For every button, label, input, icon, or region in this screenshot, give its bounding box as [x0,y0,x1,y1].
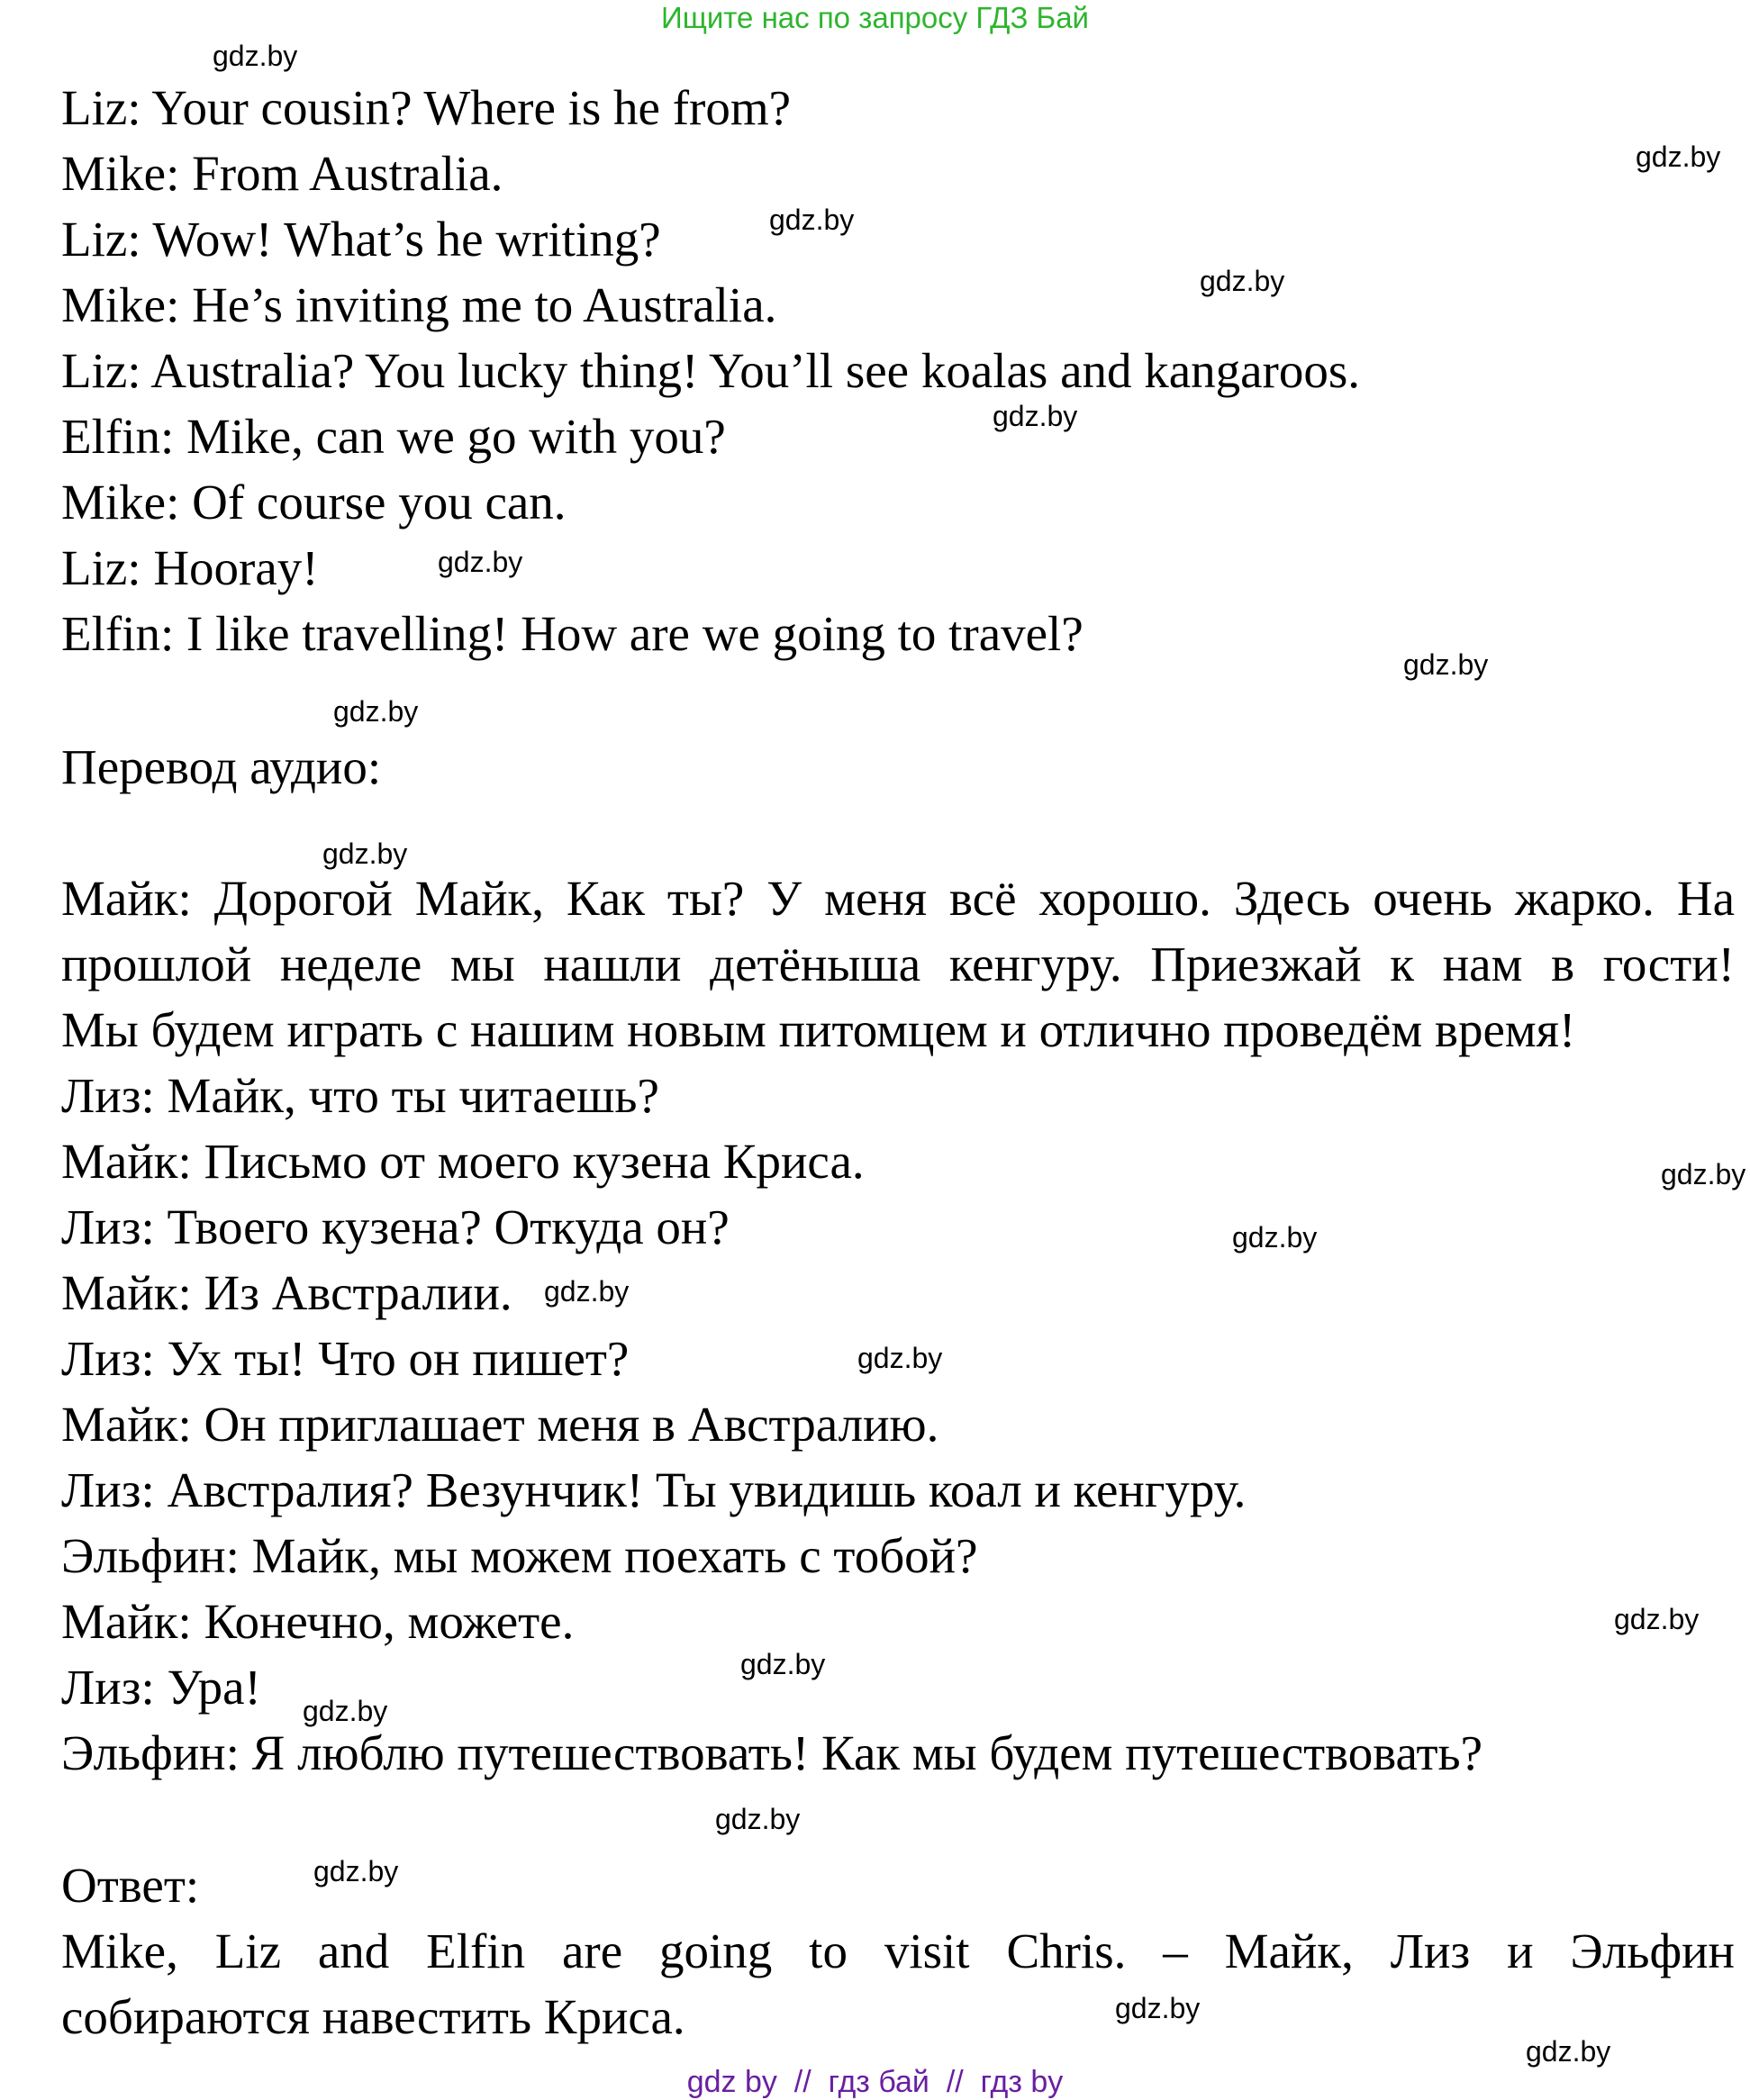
watermark: gdz.by [740,1648,826,1680]
translation-paragraph-line [61,937,1735,991]
translation-paragraph-line: Мы будем играть с нашим новым питомцем и отлично проведём время! [61,1002,1576,1057]
top-banner: Ищите нас по запросу ГДЗ Бай [661,1,1089,34]
answer-heading: Ответ: [61,1858,200,1913]
watermark: gdz.by [213,40,298,72]
watermark: gdz.by [544,1275,630,1308]
dialogue-ru-line: Лиз: Твоего кузена? Откуда он? [61,1199,730,1254]
dialogue-line: Liz: Wow! What’s he writing? [61,212,661,267]
answer-line: собираются навестить Криса. [61,1989,685,2044]
dialogue-ru-line: Майк: Письмо от моего кузена Криса. [61,1134,865,1189]
dialogue-ru-line: Лиз: Австралия? Везунчик! Ты увидишь коал и кенгуру. [61,1462,1247,1517]
dialogue-ru-line: Лиз: Ура! [61,1660,261,1715]
watermark: gdz.by [769,204,855,236]
dialogue-line: Mike: From Australia. [61,146,503,201]
watermark: gdz.by [1614,1603,1700,1635]
answer-text: Mike, Liz and Elfin are going to visit Chris. – Майк, Лиз и Эльфин [61,1923,1735,1978]
translation-paragraph-line [61,872,1735,926]
watermark: gdz.by [1403,648,1489,681]
translation-paragraph-text: Майк: Дорогой Майк, Как ты? У меня всё хорошо. Здесь очень жарко. На [61,871,1735,926]
dialogue-line: Elfin: I like travelling! How are we going to travel? [61,606,1084,661]
dialogue-line: Elfin: Mike, can we go with you? [61,409,726,464]
dialogue-line: Liz: Hooray! [61,540,319,595]
watermark: gdz.by [1115,1992,1201,2024]
dialogue-ru-line: Лиз: Ух ты! Что он пишет? [61,1331,630,1386]
footer-links: gdz by // гдз бай // гдз by [686,2065,1064,2099]
watermark: gdz.by [1661,1158,1746,1190]
dialogue-line: Liz: Australia? You lucky thing! You’ll see koalas and kangaroos. [61,343,1361,398]
watermark: gdz.by [715,1803,801,1835]
dialogue-ru-line: Майк: Из Австралии. [61,1265,512,1320]
watermark: gdz.by [857,1342,943,1374]
dialogue-line: Liz: Your cousin? Where is he from? [61,80,792,135]
dialogue-ru-line: Эльфин: Я люблю путешествовать! Как мы будем путешествовать? [61,1725,1483,1780]
watermark: gdz.by [333,695,419,728]
watermark: gdz.by [438,546,523,578]
translation-heading: Перевод аудио: [61,739,382,794]
dialogue-ru-line: Лиз: Майк, что ты читаешь? [61,1068,659,1123]
dialogue-line: Mike: He’s inviting me to Australia. [61,277,777,332]
translation-paragraph-text: прошлой неделе мы нашли детёныша кенгуру. Приезжай к нам в гости! [61,937,1735,991]
dialogue-ru-line: Майк: Конечно, можете. [61,1594,575,1649]
watermark: gdz.by [1200,265,1285,297]
watermark: gdz.by [1636,140,1721,173]
dialogue-ru-line: Эльфин: Майк, мы можем поехать с тобой? [61,1528,978,1583]
watermark: gdz.by [313,1855,399,1887]
dialogue-ru-line: Майк: Он приглашает меня в Австралию. [61,1397,939,1452]
watermark: gdz.by [303,1695,388,1727]
watermark: gdz.by [993,400,1078,432]
watermark: gdz.by [1526,2035,1611,2068]
watermark: gdz.by [322,837,408,870]
answer-line [61,1924,1735,1978]
dialogue-line: Mike: Of course you can. [61,475,567,530]
watermark: gdz.by [1232,1221,1318,1254]
